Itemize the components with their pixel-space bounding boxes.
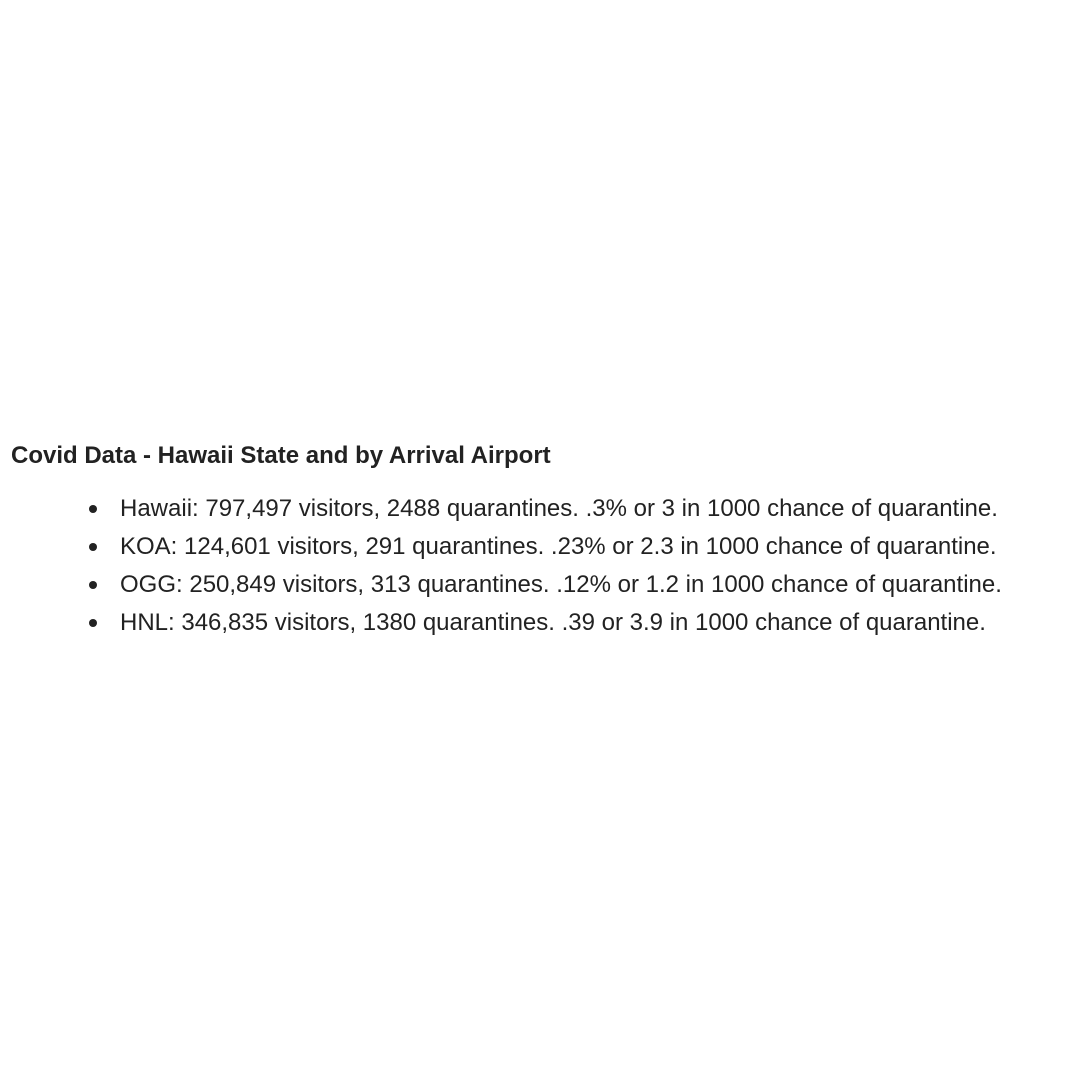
bullet-icon: [89, 543, 97, 551]
list-item-ogg: [11, 566, 1081, 604]
bullet-icon: [89, 619, 97, 627]
content-section: [11, 439, 1081, 642]
section-heading: Covid Data - Hawaii State and by Arrival Airport: [11, 442, 551, 469]
list-item-koa: [11, 528, 1081, 566]
list-item-text: HNL: 346,835 visitors, 1380 quarantines. .39 or 3.9 in 1000 chance of quarantine.: [120, 609, 986, 636]
list-item-text: KOA: 124,601 visitors, 291 quarantines. .23% or 2.3 in 1000 chance of quarantine.: [120, 533, 997, 560]
bullet-icon: [89, 581, 97, 589]
list-item-text: Hawaii: 797,497 visitors, 2488 quarantines. .3% or 3 in 1000 chance of quarantine.: [120, 495, 998, 522]
list-item-text: OGG: 250,849 visitors, 313 quarantines. .12% or 1.2 in 1000 chance of quarantine.: [120, 571, 1002, 598]
airport-stats-list: [11, 490, 1081, 642]
list-item-hawaii: [11, 490, 1081, 528]
bullet-icon: [89, 505, 97, 513]
list-item-hnl: [11, 604, 1081, 642]
